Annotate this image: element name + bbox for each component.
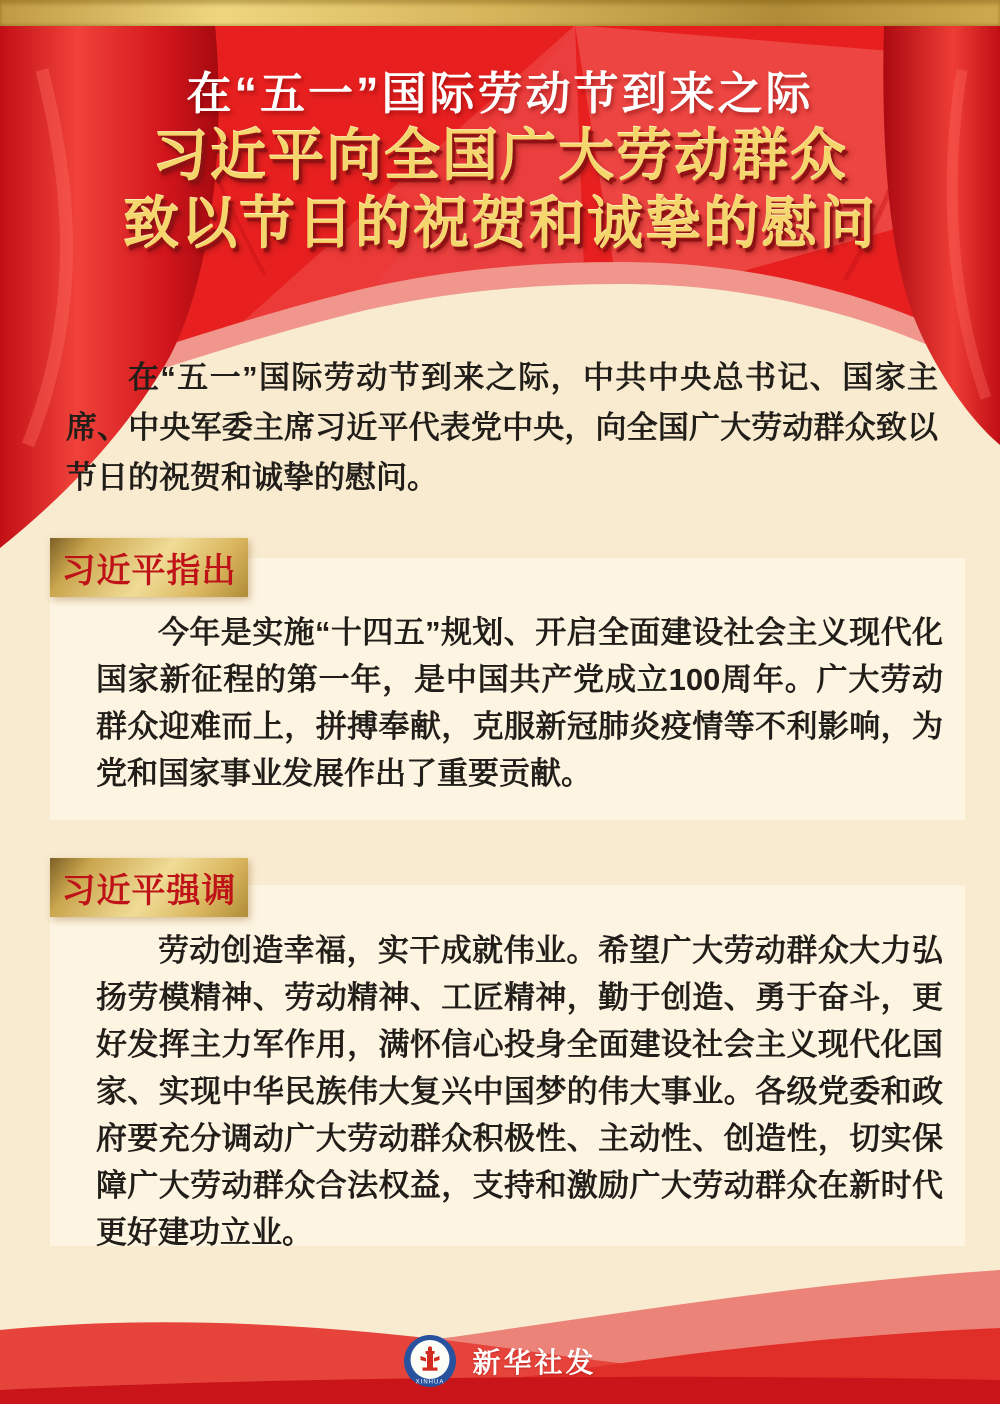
badge-xi-emphasized: 习近平强调 [50, 858, 248, 917]
badge-xi-pointed-out: 习近平指出 [50, 538, 248, 597]
header-eyebrow: 在“五一”国际劳动节到来之际 [186, 68, 814, 119]
intro-paragraph: 在“五一”国际劳动节到来之际，中共中央总书记、国家主席、中央军委主席习近平代表党中央，向全国广大劳动群众致以节日的祝贺和诚挚的慰问。 [66, 360, 938, 495]
xinhua-logo-icon [403, 1334, 457, 1388]
xinhua-logo-text: XINHUA [416, 1379, 445, 1386]
footer-credit: 新华社发 [472, 1347, 597, 1378]
section-2-paragraph: 劳动创造幸福，实干成就伟业。希望广大劳动群众大力弘扬劳模精神、劳动精神、工匠精神，勤于创造、勇于奋斗，更好发挥主力军作用，满怀信心投身全面建设社会主义现代化国家、实现中华民族伟大复兴中国梦的伟大事业。各级党委和政府要充分调动广大劳动群众积极性、主动性、创造性，切实保障广大劳动群众合法权益，支持和激励广大劳动群众在新时代更好建功立业。 [96, 933, 943, 1250]
section-panel-1 [50, 558, 965, 820]
header-title [0, 122, 1000, 258]
header-title-line-2: 致以节日的祝贺和诚挚的慰问 [123, 192, 877, 255]
section-panel-2 [50, 885, 965, 1250]
header-title-line-1: 习近平向全国广大劳动群众 [152, 124, 848, 187]
section-1-paragraph: 今年是实施“十四五”规划、开启全面建设社会主义现代化国家新征程的第一年，是中国共产党成立100周年。广大劳动群众迎难而上，拼搏奉献，克服新冠肺炎疫情等不利影响，为党和国家事业发展作出了重要贡献。 [96, 615, 943, 791]
footer [0, 1334, 1000, 1388]
top-gold-strip [0, 0, 1000, 26]
